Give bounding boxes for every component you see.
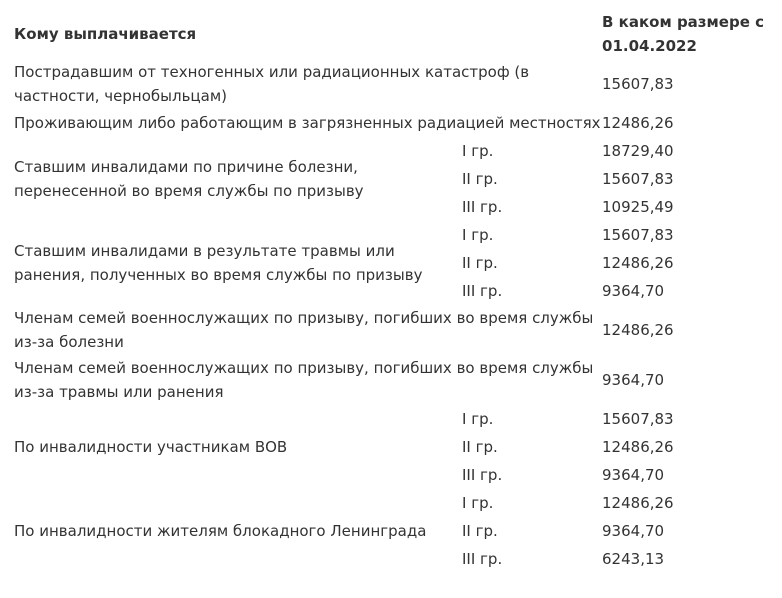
header-amount: В каком размере с 01.04.2022 bbox=[602, 13, 764, 55]
table-row bbox=[14, 221, 774, 249]
row-label: По инвалидности участникам ВОВ bbox=[14, 438, 288, 456]
header-who: Кому выплачивается bbox=[14, 25, 197, 43]
row-grade: III гр. bbox=[462, 198, 503, 216]
table-row bbox=[14, 489, 774, 517]
row-amount: 12486,26 bbox=[602, 114, 674, 132]
row-label: Пострадавшим от техногенных или радиационных катастроф (в частности, чернобыльцам) bbox=[14, 63, 530, 105]
row-amount: 15607,83 bbox=[602, 75, 674, 93]
row-amount: 15607,83 bbox=[602, 226, 674, 244]
row-grade: II гр. bbox=[462, 438, 498, 456]
table-row bbox=[14, 137, 774, 165]
row-amount: 9364,70 bbox=[602, 522, 665, 540]
row-label: Членам семей военнослужащих по призыву, погибших во время службы из-за травмы или ранения bbox=[14, 359, 594, 401]
row-amount: 15607,83 bbox=[602, 410, 674, 428]
pension-table bbox=[14, 9, 774, 573]
row-amount: 18729,40 bbox=[602, 142, 674, 160]
row-grade: I гр. bbox=[462, 226, 494, 244]
row-label: Проживающим либо работающим в загрязненных радиацией местностях bbox=[14, 114, 601, 132]
table-row bbox=[14, 405, 774, 433]
row-grade: III гр. bbox=[462, 550, 503, 568]
row-grade: II гр. bbox=[462, 254, 498, 272]
row-amount: 15607,83 bbox=[602, 170, 674, 188]
row-grade: II гр. bbox=[462, 170, 498, 188]
row-amount: 10925,49 bbox=[602, 198, 674, 216]
row-amount: 9364,70 bbox=[602, 282, 665, 300]
row-amount: 6243,13 bbox=[602, 550, 665, 568]
table-row bbox=[14, 109, 774, 137]
row-amount: 12486,26 bbox=[602, 494, 674, 512]
row-label: По инвалидности жителям блокадного Ленинграда bbox=[14, 522, 427, 540]
row-grade: I гр. bbox=[462, 494, 494, 512]
row-amount: 12486,26 bbox=[602, 254, 674, 272]
row-grade: I гр. bbox=[462, 410, 494, 428]
row-amount: 12486,26 bbox=[602, 321, 674, 339]
table-row bbox=[14, 59, 774, 109]
row-label: Ставшим инвалидами по причине болезни, перенесенной во время службы по призыву bbox=[14, 158, 364, 200]
row-label: Ставшим инвалидами в результате травмы или ранения, полученных во время службы по призыву bbox=[14, 242, 423, 284]
row-grade: II гр. bbox=[462, 522, 498, 540]
row-amount: 12486,26 bbox=[602, 438, 674, 456]
row-grade: I гр. bbox=[462, 142, 494, 160]
row-grade: III гр. bbox=[462, 466, 503, 484]
table-header-row bbox=[14, 9, 774, 59]
table-row bbox=[14, 305, 774, 355]
row-label: Членам семей военнослужащих по призыву, погибших во время службы из-за болезни bbox=[14, 309, 594, 351]
row-amount: 9364,70 bbox=[602, 466, 665, 484]
row-amount: 9364,70 bbox=[602, 371, 665, 389]
table-row bbox=[14, 355, 774, 405]
row-grade: III гр. bbox=[462, 282, 503, 300]
